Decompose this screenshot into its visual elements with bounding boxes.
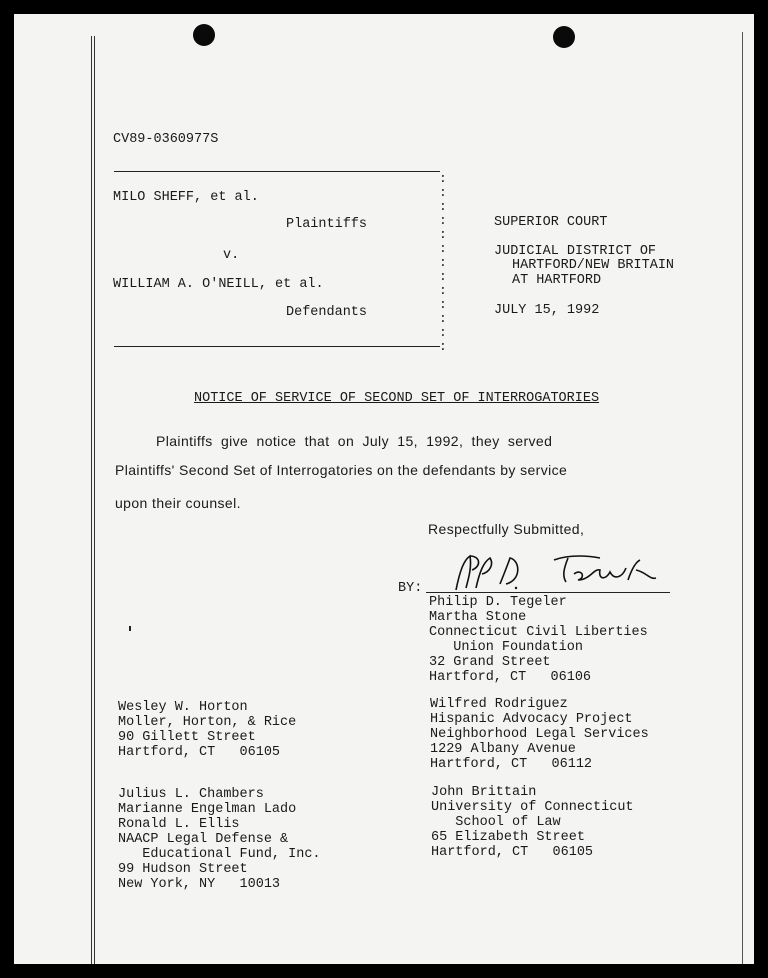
body-line-2: Plaintiffs' Second Set of Interrogatories on the defendants by service — [115, 462, 568, 478]
counsel-line: Union Foundation — [429, 640, 583, 655]
counsel-line: Hartford, CT 06105 — [118, 745, 281, 760]
counsel-right-1 — [429, 595, 648, 685]
by-label: BY: — [398, 581, 423, 596]
counsel-line: Wilfred Rodriguez — [430, 697, 568, 712]
plaintiff-name: MILO SHEFF, et al. — [113, 190, 259, 205]
counsel-line: Hartford, CT 06106 — [429, 670, 592, 685]
court-name: SUPERIOR COURT — [494, 215, 608, 230]
speck-mark — [129, 626, 131, 631]
counsel-line: Neighborhood Legal Services — [430, 727, 649, 742]
court-district-1: JUDICIAL DISTRICT OF — [494, 244, 657, 259]
versus: v. — [223, 248, 240, 263]
court-district-3: AT HARTFORD — [512, 273, 602, 288]
defendant-name: WILLIAM A. O'NEILL, et al. — [113, 277, 324, 292]
case-number: CV89-0360977S — [113, 132, 219, 147]
court-date: JULY 15, 1992 — [494, 303, 600, 318]
counsel-line: Hartford, CT 06112 — [430, 757, 593, 772]
body-line-3: upon their counsel. — [115, 495, 241, 511]
counsel-line: Ronald L. Ellis — [118, 817, 240, 832]
counsel-left-1 — [118, 700, 296, 760]
punch-hole-left — [193, 24, 215, 46]
document-title: NOTICE OF SERVICE OF SECOND SET OF INTERROGATORIES — [194, 391, 600, 406]
counsel-line: Hartford, CT 06105 — [431, 845, 594, 860]
counsel-line: 99 Hudson Street — [118, 862, 248, 877]
counsel-line: New York, NY 10013 — [118, 877, 281, 892]
court-district-2: HARTFORD/NEW BRITAIN — [512, 258, 675, 273]
defendant-role: Defendants — [286, 305, 368, 320]
counsel-line: University of Connecticut — [431, 800, 634, 815]
caption-bottom-rule — [114, 346, 440, 347]
counsel-line: Philip D. Tegeler — [429, 595, 567, 610]
counsel-line: Marianne Engelman Lado — [118, 802, 297, 817]
signature-line — [426, 592, 670, 593]
counsel-line: School of Law — [431, 815, 561, 830]
margin-rule-1 — [91, 36, 92, 964]
counsel-line: 1229 Albany Avenue — [430, 742, 576, 757]
closing: Respectfully Submitted, — [428, 521, 585, 537]
margin-rule-2 — [94, 36, 95, 964]
counsel-line: Julius L. Chambers — [118, 787, 264, 802]
right-edge-rule — [742, 32, 743, 964]
caption-top-rule — [114, 171, 440, 172]
counsel-line: Martha Stone — [429, 610, 527, 625]
counsel-line: NAACP Legal Defense & — [118, 832, 289, 847]
caption-colon-column: : : : : : : : : : : : : : — [439, 171, 447, 354]
counsel-line: Educational Fund, Inc. — [118, 847, 321, 862]
plaintiff-role: Plaintiffs — [286, 217, 368, 232]
counsel-line: Wesley W. Horton — [118, 700, 248, 715]
counsel-right-2 — [430, 697, 649, 772]
counsel-left-2 — [118, 787, 321, 892]
counsel-right-3 — [431, 785, 634, 860]
counsel-line: John Brittain — [431, 785, 537, 800]
signature — [450, 550, 670, 594]
counsel-line: Connecticut Civil Liberties — [429, 625, 648, 640]
counsel-line: Moller, Horton, & Rice — [118, 715, 297, 730]
counsel-line: 65 Elizabeth Street — [431, 830, 585, 845]
counsel-line: 32 Grand Street — [429, 655, 551, 670]
counsel-line: Hispanic Advocacy Project — [430, 712, 633, 727]
counsel-line: 90 Gillett Street — [118, 730, 256, 745]
body-line-1: Plaintiffs give notice that on July 15, 1992, they served — [156, 433, 553, 449]
punch-hole-right — [553, 26, 575, 48]
document-page — [14, 14, 754, 964]
